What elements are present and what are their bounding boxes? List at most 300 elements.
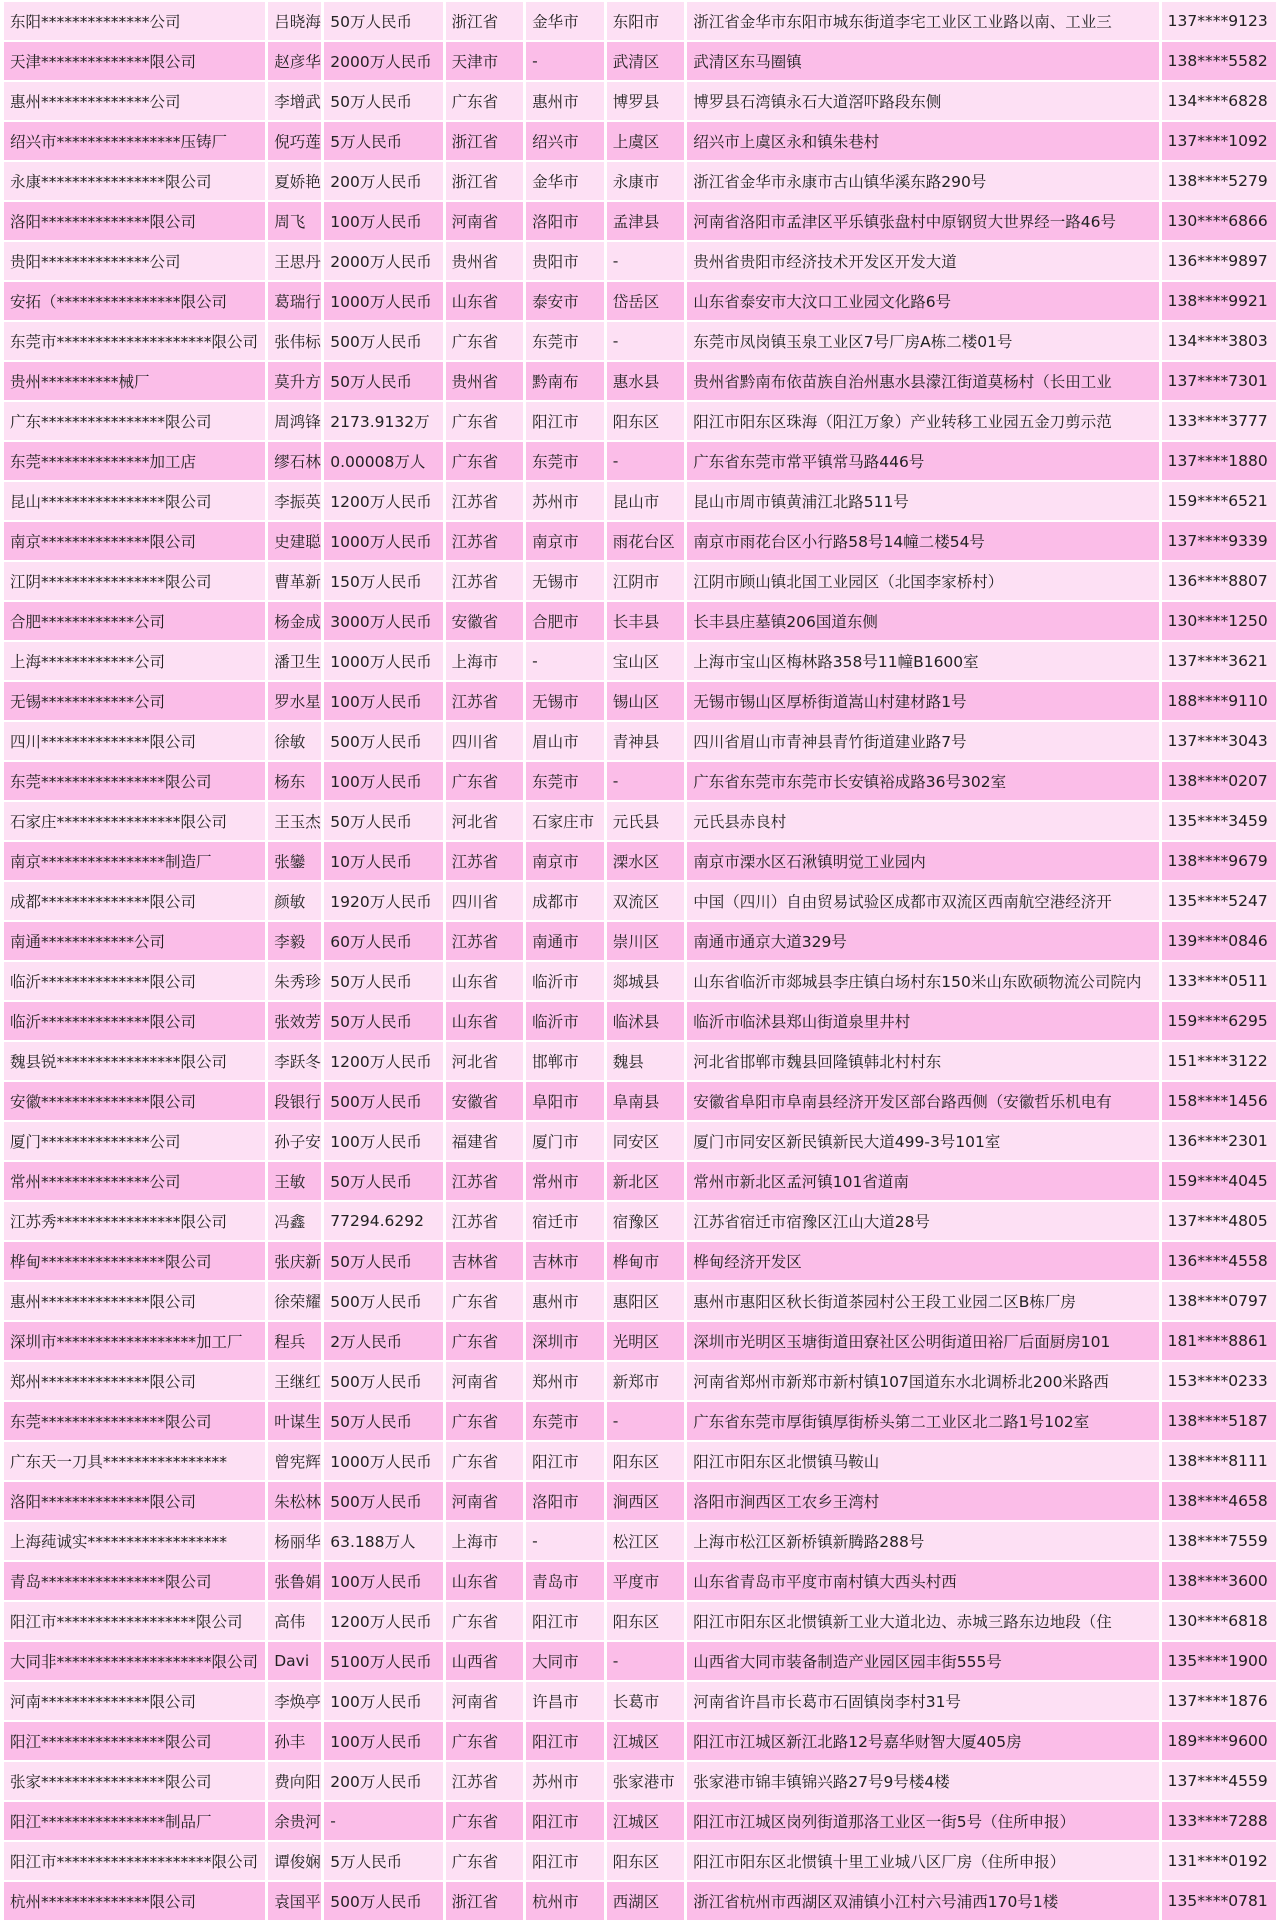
province-cell: 广东省	[446, 322, 524, 360]
legal-rep-cell: 周飞	[268, 202, 321, 240]
province-cell: 江苏省	[446, 1762, 524, 1800]
company-name-cell: 安徽**************限公司	[4, 1082, 265, 1120]
city-cell: 宿迁市	[526, 1202, 604, 1240]
company-name-cell: 临沂**************限公司	[4, 1002, 265, 1040]
phone-cell: 134****6828	[1162, 82, 1276, 120]
legal-rep-cell: 王继红	[268, 1362, 321, 1400]
table-row	[4, 722, 1276, 760]
company-name-cell: 石家庄****************限公司	[4, 802, 265, 840]
registered-capital-cell: 5万人民币	[324, 122, 442, 160]
legal-rep-cell: 潘卫生	[268, 642, 321, 680]
district-cell: -	[607, 1642, 685, 1680]
phone-cell: 189****9600	[1162, 1722, 1276, 1760]
district-cell: -	[607, 242, 685, 280]
city-cell: 大同市	[526, 1642, 604, 1680]
company-name-cell: 东莞**************加工店	[4, 442, 265, 480]
legal-rep-cell: 葛瑞行	[268, 282, 321, 320]
address-cell: 南京市雨花台区小行路58号14幢二楼54号	[687, 522, 1158, 560]
city-cell: 阳江市	[526, 1442, 604, 1480]
table-row	[4, 1642, 1276, 1680]
registered-capital-cell: 50万人民币	[324, 802, 442, 840]
table-row	[4, 842, 1276, 880]
province-cell: 山东省	[446, 1562, 524, 1600]
address-cell: 浙江省金华市东阳市城东街道李宅工业区工业路以南、工业三	[687, 2, 1158, 40]
city-cell: 南京市	[526, 842, 604, 880]
province-cell: 山东省	[446, 962, 524, 1000]
table-row	[4, 1802, 1276, 1840]
city-cell: 眉山市	[526, 722, 604, 760]
district-cell: 郯城县	[607, 962, 685, 1000]
table-row	[4, 482, 1276, 520]
table-row	[4, 602, 1276, 640]
phone-cell: 138****5582	[1162, 42, 1276, 80]
legal-rep-cell: 孙丰	[268, 1722, 321, 1760]
city-cell: 阳江市	[526, 1842, 604, 1880]
district-cell: 涧西区	[607, 1482, 685, 1520]
registered-capital-cell: 2万人民币	[324, 1322, 442, 1360]
company-name-cell: 桦甸****************限公司	[4, 1242, 265, 1280]
address-cell: 江苏省宿迁市宿豫区江山大道28号	[687, 1202, 1158, 1240]
city-cell: -	[526, 1522, 604, 1560]
table-row	[4, 242, 1276, 280]
city-cell: 无锡市	[526, 562, 604, 600]
table-row	[4, 1402, 1276, 1440]
district-cell: 桦甸市	[607, 1242, 685, 1280]
province-cell: 四川省	[446, 882, 524, 920]
table-row	[4, 1162, 1276, 1200]
registered-capital-cell: 100万人民币	[324, 682, 442, 720]
company-name-cell: 郑州**************限公司	[4, 1362, 265, 1400]
district-cell: 长葛市	[607, 1682, 685, 1720]
city-cell: 许昌市	[526, 1682, 604, 1720]
phone-cell: 138****5187	[1162, 1402, 1276, 1440]
legal-rep-cell: 张伟标	[268, 322, 321, 360]
district-cell: 江阴市	[607, 562, 685, 600]
phone-cell: 136****8807	[1162, 562, 1276, 600]
province-cell: 贵州省	[446, 242, 524, 280]
company-name-cell: 天津**************限公司	[4, 42, 265, 80]
table-row	[4, 1442, 1276, 1480]
table-row	[4, 642, 1276, 680]
phone-cell: 138****4658	[1162, 1482, 1276, 1520]
legal-rep-cell: 曹革新	[268, 562, 321, 600]
city-cell: 泰安市	[526, 282, 604, 320]
address-cell: 桦甸经济开发区	[687, 1242, 1158, 1280]
province-cell: 山西省	[446, 1642, 524, 1680]
company-name-cell: 阳江****************制品厂	[4, 1802, 265, 1840]
city-cell: 苏州市	[526, 482, 604, 520]
district-cell: 博罗县	[607, 82, 685, 120]
company-name-cell: 合肥************公司	[4, 602, 265, 640]
company-name-cell: 东阳**************公司	[4, 2, 265, 40]
province-cell: 河南省	[446, 202, 524, 240]
phone-cell: 137****9123	[1162, 2, 1276, 40]
address-cell: 上海市松江区新桥镇新腾路288号	[687, 1522, 1158, 1560]
phone-cell: 137****7301	[1162, 362, 1276, 400]
province-cell: 河南省	[446, 1682, 524, 1720]
legal-rep-cell: 曾宪辉	[268, 1442, 321, 1480]
address-cell: 绍兴市上虞区永和镇朱巷村	[687, 122, 1158, 160]
registered-capital-cell: 2000万人民币	[324, 242, 442, 280]
city-cell: 金华市	[526, 162, 604, 200]
phone-cell: 138****9921	[1162, 282, 1276, 320]
phone-cell: 130****1250	[1162, 602, 1276, 640]
company-name-cell: 上海************公司	[4, 642, 265, 680]
phone-cell: 138****0207	[1162, 762, 1276, 800]
phone-cell: 137****4559	[1162, 1762, 1276, 1800]
registered-capital-cell: 50万人民币	[324, 962, 442, 1000]
registered-capital-cell: 1000万人民币	[324, 282, 442, 320]
address-cell: 河北省邯郸市魏县回隆镇韩北村村东	[687, 1042, 1158, 1080]
company-name-cell: 洛阳**************限公司	[4, 1482, 265, 1520]
address-cell: 河南省郑州市新郑市新村镇107国道东水北调桥北200米路西	[687, 1362, 1158, 1400]
table-row	[4, 282, 1276, 320]
address-cell: 广东省东莞市东莞市长安镇裕成路36号302室	[687, 762, 1158, 800]
district-cell: -	[607, 322, 685, 360]
registered-capital-cell: 500万人民币	[324, 1082, 442, 1120]
district-cell: 宝山区	[607, 642, 685, 680]
legal-rep-cell: 夏娇艳	[268, 162, 321, 200]
phone-cell: 138****5279	[1162, 162, 1276, 200]
district-cell: -	[607, 442, 685, 480]
registered-capital-cell: 500万人民币	[324, 1482, 442, 1520]
registered-capital-cell: 1200万人民币	[324, 1602, 442, 1640]
city-cell: 成都市	[526, 882, 604, 920]
legal-rep-cell: 李振英	[268, 482, 321, 520]
phone-cell: 137****1876	[1162, 1682, 1276, 1720]
phone-cell: 153****0233	[1162, 1362, 1276, 1400]
legal-rep-cell: 史建聪	[268, 522, 321, 560]
table-row	[4, 1522, 1276, 1560]
district-cell: 江城区	[607, 1802, 685, 1840]
table-body	[4, 2, 1276, 1920]
legal-rep-cell: 孙子安	[268, 1122, 321, 1160]
district-cell: 双流区	[607, 882, 685, 920]
company-name-cell: 昆山****************限公司	[4, 482, 265, 520]
address-cell: 阳江市江城区岗列街道那洛工业区一街5号（住所申报）	[687, 1802, 1158, 1840]
phone-cell: 139****0846	[1162, 922, 1276, 960]
registered-capital-cell: 100万人民币	[324, 202, 442, 240]
district-cell: 同安区	[607, 1122, 685, 1160]
district-cell: 锡山区	[607, 682, 685, 720]
table-row	[4, 1482, 1276, 1520]
province-cell: 河北省	[446, 1042, 524, 1080]
legal-rep-cell: 朱秀珍	[268, 962, 321, 1000]
province-cell: 广东省	[446, 1842, 524, 1880]
address-cell: 贵州省黔南布依苗族自治州惠水县濛江街道莫杨村（长田工业	[687, 362, 1158, 400]
address-cell: 阳江市阳东区北惯镇十里工业城八区厂房（住所申报）	[687, 1842, 1158, 1880]
legal-rep-cell: 倪巧莲	[268, 122, 321, 160]
province-cell: 安徽省	[446, 1082, 524, 1120]
address-cell: 惠州市惠阳区秋长街道茶园村公王段工业园二区B栋厂房	[687, 1282, 1158, 1320]
table-row	[4, 1282, 1276, 1320]
company-name-cell: 洛阳**************限公司	[4, 202, 265, 240]
phone-cell: 138****9679	[1162, 842, 1276, 880]
company-name-cell: 临沂**************限公司	[4, 962, 265, 1000]
district-cell: 孟津县	[607, 202, 685, 240]
registered-capital-cell: 1200万人民币	[324, 1042, 442, 1080]
company-name-cell: 安拓（****************限公司	[4, 282, 265, 320]
table-row	[4, 1842, 1276, 1880]
legal-rep-cell: 王思丹	[268, 242, 321, 280]
registered-capital-cell: 77294.6292	[324, 1202, 442, 1240]
province-cell: 广东省	[446, 1402, 524, 1440]
phone-cell: 138****7559	[1162, 1522, 1276, 1560]
phone-cell: 137****4805	[1162, 1202, 1276, 1240]
district-cell: 青神县	[607, 722, 685, 760]
legal-rep-cell: 张庆新	[268, 1242, 321, 1280]
table-row	[4, 1562, 1276, 1600]
city-cell: 合肥市	[526, 602, 604, 640]
province-cell: 天津市	[446, 42, 524, 80]
legal-rep-cell: 叶谋生	[268, 1402, 321, 1440]
district-cell: 惠阳区	[607, 1282, 685, 1320]
address-cell: 元氏县赤良村	[687, 802, 1158, 840]
registered-capital-cell: 63.188万人	[324, 1522, 442, 1560]
registered-capital-cell: 100万人民币	[324, 1722, 442, 1760]
phone-cell: 137****3043	[1162, 722, 1276, 760]
city-cell: 吉林市	[526, 1242, 604, 1280]
registered-capital-cell: 100万人民币	[324, 1562, 442, 1600]
district-cell: 惠水县	[607, 362, 685, 400]
registered-capital-cell: 500万人民币	[324, 1882, 442, 1920]
province-cell: 江苏省	[446, 562, 524, 600]
city-cell: 厦门市	[526, 1122, 604, 1160]
address-cell: 博罗县石湾镇永石大道滘吓路段东侧	[687, 82, 1158, 120]
company-name-cell: 贵阳**************公司	[4, 242, 265, 280]
company-name-cell: 南京****************制造厂	[4, 842, 265, 880]
district-cell: 雨花台区	[607, 522, 685, 560]
district-cell: 武清区	[607, 42, 685, 80]
province-cell: 浙江省	[446, 162, 524, 200]
table-row	[4, 1882, 1276, 1920]
province-cell: 广东省	[446, 442, 524, 480]
phone-cell: 158****1456	[1162, 1082, 1276, 1120]
phone-cell: 136****9897	[1162, 242, 1276, 280]
phone-cell: 138****3600	[1162, 1562, 1276, 1600]
phone-cell: 135****5247	[1162, 882, 1276, 920]
phone-cell: 137****3621	[1162, 642, 1276, 680]
legal-rep-cell: 莫升方	[268, 362, 321, 400]
phone-cell: 135****1900	[1162, 1642, 1276, 1680]
registered-capital-cell: 1000万人民币	[324, 1442, 442, 1480]
registered-capital-cell: 1000万人民币	[324, 522, 442, 560]
province-cell: 山东省	[446, 282, 524, 320]
company-name-cell: 广东天一刀具****************	[4, 1442, 265, 1480]
table-row	[4, 42, 1276, 80]
table-row	[4, 322, 1276, 360]
legal-rep-cell: 李增武	[268, 82, 321, 120]
district-cell: 永康市	[607, 162, 685, 200]
address-cell: 深圳市光明区玉塘街道田寮社区公明街道田裕厂后面厨房101	[687, 1322, 1158, 1360]
table-row	[4, 162, 1276, 200]
city-cell: 深圳市	[526, 1322, 604, 1360]
table-row	[4, 522, 1276, 560]
address-cell: 中国（四川）自由贸易试验区成都市双流区西南航空港经济开	[687, 882, 1158, 920]
city-cell: 贵阳市	[526, 242, 604, 280]
legal-rep-cell: 余贵河	[268, 1802, 321, 1840]
registered-capital-cell: 500万人民币	[324, 1282, 442, 1320]
phone-cell: 135****3459	[1162, 802, 1276, 840]
phone-cell: 138****8111	[1162, 1442, 1276, 1480]
address-cell: 江阴市顾山镇北国工业园区（北国李家桥村）	[687, 562, 1158, 600]
company-name-cell: 成都**************限公司	[4, 882, 265, 920]
legal-rep-cell: 张鲁娟	[268, 1562, 321, 1600]
province-cell: 贵州省	[446, 362, 524, 400]
district-cell: -	[607, 1402, 685, 1440]
address-cell: 河南省许昌市长葛市石固镇岗李村31号	[687, 1682, 1158, 1720]
city-cell: 阳江市	[526, 402, 604, 440]
province-cell: 河北省	[446, 802, 524, 840]
phone-cell: 130****6818	[1162, 1602, 1276, 1640]
company-name-cell: 东莞****************限公司	[4, 1402, 265, 1440]
address-cell: 南京市溧水区石湫镇明觉工业园内	[687, 842, 1158, 880]
district-cell: -	[607, 762, 685, 800]
legal-rep-cell: 杨金成	[268, 602, 321, 640]
company-name-cell: 常州**************公司	[4, 1162, 265, 1200]
city-cell: 东莞市	[526, 322, 604, 360]
table-row	[4, 802, 1276, 840]
company-name-cell: 阳江市********************限公司	[4, 1842, 265, 1880]
district-cell: 岱岳区	[607, 282, 685, 320]
legal-rep-cell: 张鑾	[268, 842, 321, 880]
address-cell: 贵州省贵阳市经济技术开发区开发大道	[687, 242, 1158, 280]
district-cell: 阳东区	[607, 1602, 685, 1640]
table-row	[4, 962, 1276, 1000]
company-name-cell: 绍兴市****************压铸厂	[4, 122, 265, 160]
city-cell: 南京市	[526, 522, 604, 560]
company-name-cell: 惠州**************公司	[4, 82, 265, 120]
registered-capital-cell: 2173.9132万	[324, 402, 442, 440]
phone-cell: 159****6521	[1162, 482, 1276, 520]
address-cell: 阳江市阳东区北惯镇新工业大道北边、赤城三路东边地段（住	[687, 1602, 1158, 1640]
legal-rep-cell: 高伟	[268, 1602, 321, 1640]
province-cell: 江苏省	[446, 842, 524, 880]
address-cell: 常州市新北区孟河镇101省道南	[687, 1162, 1158, 1200]
company-name-cell: 永康****************限公司	[4, 162, 265, 200]
city-cell: 邯郸市	[526, 1042, 604, 1080]
registered-capital-cell: 3000万人民币	[324, 602, 442, 640]
phone-cell: 136****4558	[1162, 1242, 1276, 1280]
address-cell: 山东省泰安市大汶口工业园文化路6号	[687, 282, 1158, 320]
province-cell: 广东省	[446, 1722, 524, 1760]
registered-capital-cell: 50万人民币	[324, 1242, 442, 1280]
table-row	[4, 82, 1276, 120]
city-cell: 青岛市	[526, 1562, 604, 1600]
province-cell: 广东省	[446, 1802, 524, 1840]
city-cell: 石家庄市	[526, 802, 604, 840]
district-cell: 松江区	[607, 1522, 685, 1560]
district-cell: 元氏县	[607, 802, 685, 840]
table-row	[4, 682, 1276, 720]
legal-rep-cell: 李毅	[268, 922, 321, 960]
city-cell: 南通市	[526, 922, 604, 960]
province-cell: 广东省	[446, 1322, 524, 1360]
registered-capital-cell: 50万人民币	[324, 362, 442, 400]
city-cell: 洛阳市	[526, 1482, 604, 1520]
phone-cell: 136****2301	[1162, 1122, 1276, 1160]
registered-capital-cell: 5100万人民币	[324, 1642, 442, 1680]
company-name-cell: 厦门**************公司	[4, 1122, 265, 1160]
company-name-cell: 南京**************限公司	[4, 522, 265, 560]
legal-rep-cell: 徐敏	[268, 722, 321, 760]
address-cell: 长丰县庄墓镇206国道东侧	[687, 602, 1158, 640]
province-cell: 广东省	[446, 1282, 524, 1320]
company-name-cell: 青岛****************限公司	[4, 1562, 265, 1600]
address-cell: 厦门市同安区新民镇新民大道499-3号101室	[687, 1122, 1158, 1160]
address-cell: 阳江市阳东区珠海（阳江万象）产业转移工业园五金刀剪示范	[687, 402, 1158, 440]
province-cell: 广东省	[446, 1602, 524, 1640]
city-cell: 洛阳市	[526, 202, 604, 240]
province-cell: 浙江省	[446, 122, 524, 160]
company-name-cell: 惠州**************限公司	[4, 1282, 265, 1320]
city-cell: 阳江市	[526, 1722, 604, 1760]
company-name-cell: 江苏秀****************限公司	[4, 1202, 265, 1240]
city-cell: 阳江市	[526, 1802, 604, 1840]
legal-rep-cell: 周鸿锋	[268, 402, 321, 440]
province-cell: 广东省	[446, 82, 524, 120]
province-cell: 江苏省	[446, 1202, 524, 1240]
address-cell: 安徽省阜阳市阜南县经济开发区部台路西侧（安徽哲乐机电有	[687, 1082, 1158, 1120]
province-cell: 江苏省	[446, 522, 524, 560]
city-cell: 苏州市	[526, 1762, 604, 1800]
table-row	[4, 1722, 1276, 1760]
city-cell: 绍兴市	[526, 122, 604, 160]
company-name-cell: 深圳市******************加工厂	[4, 1322, 265, 1360]
city-cell: 金华市	[526, 2, 604, 40]
company-name-cell: 魏县锐****************限公司	[4, 1042, 265, 1080]
address-cell: 上海市宝山区梅林路358号11幢B1600室	[687, 642, 1158, 680]
district-cell: 昆山市	[607, 482, 685, 520]
province-cell: 安徽省	[446, 602, 524, 640]
district-cell: 阳东区	[607, 1442, 685, 1480]
legal-rep-cell: 杨东	[268, 762, 321, 800]
address-cell: 山西省大同市装备制造产业园区园丰街555号	[687, 1642, 1158, 1680]
city-cell: 惠州市	[526, 82, 604, 120]
company-name-cell: 上海莼诚实******************	[4, 1522, 265, 1560]
phone-cell: 151****3122	[1162, 1042, 1276, 1080]
table-row	[4, 2, 1276, 40]
table-row	[4, 1082, 1276, 1120]
district-cell: 西湖区	[607, 1882, 685, 1920]
legal-rep-cell: 缪石林	[268, 442, 321, 480]
address-cell: 临沂市临沭县郑山街道泉里井村	[687, 1002, 1158, 1040]
registered-capital-cell: 50万人民币	[324, 2, 442, 40]
table-row	[4, 762, 1276, 800]
city-cell: 临沂市	[526, 962, 604, 1000]
city-cell: 阜阳市	[526, 1082, 604, 1120]
province-cell: 四川省	[446, 722, 524, 760]
legal-rep-cell: 朱松林	[268, 1482, 321, 1520]
province-cell: 吉林省	[446, 1242, 524, 1280]
district-cell: 阳东区	[607, 402, 685, 440]
phone-cell: 130****6866	[1162, 202, 1276, 240]
table-row	[4, 202, 1276, 240]
province-cell: 江苏省	[446, 482, 524, 520]
province-cell: 福建省	[446, 1122, 524, 1160]
address-cell: 山东省青岛市平度市南村镇大西头村西	[687, 1562, 1158, 1600]
table-row	[4, 402, 1276, 440]
district-cell: 张家港市	[607, 1762, 685, 1800]
company-name-cell: 南通************公司	[4, 922, 265, 960]
city-cell: 杭州市	[526, 1882, 604, 1920]
registered-capital-cell: 200万人民币	[324, 162, 442, 200]
legal-rep-cell: 吕晓海	[268, 2, 321, 40]
company-table	[1, 0, 1279, 1920]
legal-rep-cell: 李跃冬	[268, 1042, 321, 1080]
table-row	[4, 122, 1276, 160]
city-cell: 东莞市	[526, 762, 604, 800]
